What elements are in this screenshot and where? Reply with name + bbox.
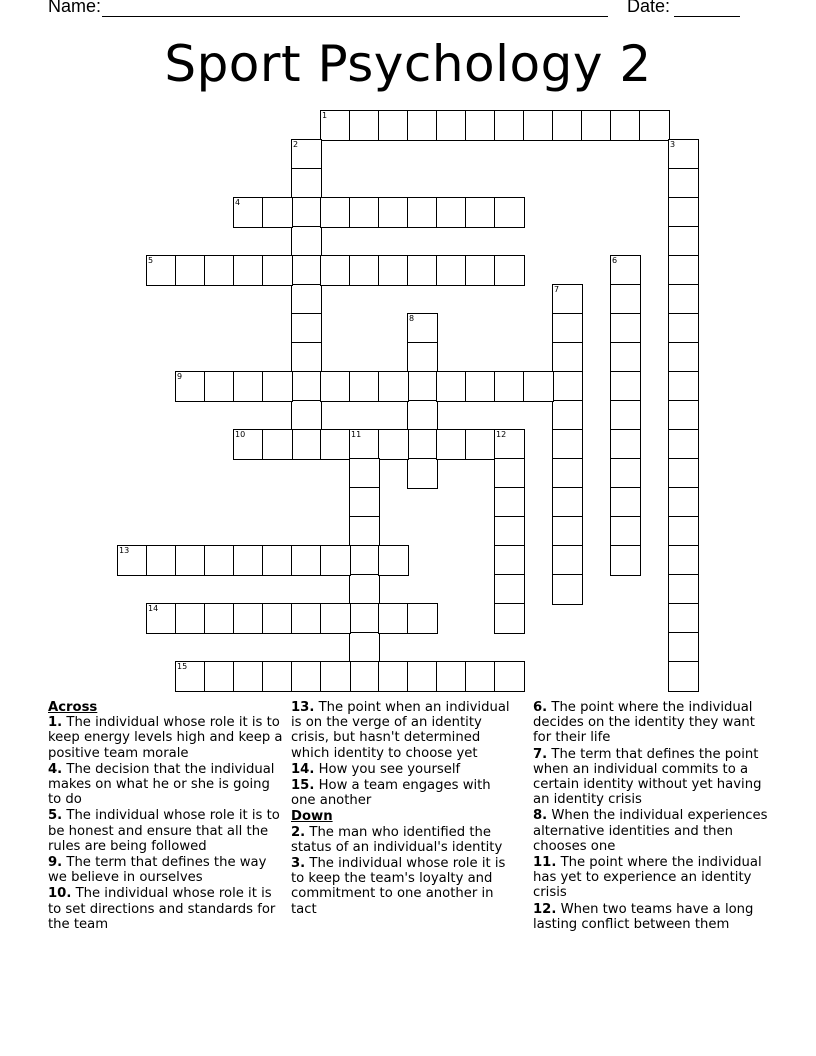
grid-cell[interactable]: [494, 661, 525, 692]
grid-cell[interactable]: [262, 603, 293, 634]
across-clue: 1. The individual whose role it is to keep energy levels high and keep a positive team morale: [48, 715, 283, 761]
date-label: Date:: [627, 0, 671, 16]
grid-cell[interactable]: [291, 197, 322, 228]
clue-number: 13: [119, 546, 130, 555]
grid-cell[interactable]: [233, 429, 264, 460]
grid-cell[interactable]: [668, 371, 699, 402]
grid-cell[interactable]: [320, 661, 351, 692]
clue-number: 3: [670, 140, 676, 149]
grid-cell[interactable]: [233, 255, 264, 286]
grid-cell[interactable]: [610, 487, 641, 518]
grid-cell[interactable]: [233, 371, 264, 402]
grid-cell[interactable]: [291, 429, 322, 460]
grid-cell[interactable]: [349, 487, 380, 518]
grid-cell[interactable]: [407, 429, 438, 460]
grid-cell[interactable]: [146, 603, 177, 634]
grid-cell[interactable]: [175, 371, 206, 402]
grid-cell[interactable]: [320, 255, 351, 286]
grid-cell[interactable]: [407, 661, 438, 692]
grid-cell[interactable]: [349, 458, 380, 489]
grid-cell[interactable]: [668, 574, 699, 605]
clue-number: 15: [177, 662, 188, 671]
grid-cell[interactable]: [465, 429, 496, 460]
grid-cell[interactable]: [262, 255, 293, 286]
grid-cell[interactable]: [465, 110, 496, 141]
grid-cell[interactable]: [378, 197, 409, 228]
grid-cell[interactable]: [494, 110, 525, 141]
across-clue: 4. The decision that the individual makes on what he or she is going to do: [48, 761, 275, 808]
grid-cell[interactable]: [146, 545, 177, 576]
grid-cell[interactable]: [262, 197, 293, 228]
grid-cell[interactable]: [291, 313, 322, 344]
grid-cell[interactable]: [552, 545, 583, 576]
grid-cell[interactable]: [204, 661, 235, 692]
grid-cell[interactable]: [320, 603, 351, 634]
clue-column-3: [533, 700, 768, 933]
grid-cell[interactable]: [494, 371, 525, 402]
grid-cell[interactable]: [291, 400, 322, 431]
grid-cell[interactable]: [320, 429, 351, 460]
grid-cell[interactable]: [465, 255, 496, 286]
grid-cell[interactable]: [668, 168, 699, 199]
grid-cell[interactable]: [668, 197, 699, 228]
grid-cell[interactable]: [494, 458, 525, 489]
down-clue: 2. The man who identified the status of an individual's identity: [291, 824, 503, 855]
across-clue: 14. How you see yourself: [291, 761, 461, 777]
grid-cell[interactable]: [349, 603, 380, 634]
grid-cell[interactable]: [494, 574, 525, 605]
grid-cell[interactable]: [668, 255, 699, 286]
grid-cell[interactable]: [291, 603, 322, 634]
grid-cell[interactable]: [436, 197, 467, 228]
grid-cell[interactable]: [117, 545, 148, 576]
grid-cell[interactable]: [668, 313, 699, 344]
grid-cell[interactable]: [668, 226, 699, 257]
grid-cell[interactable]: [146, 255, 177, 286]
grid-cell[interactable]: [668, 632, 699, 663]
down-clue: 7. The term that defines the point when an individual commits to a certain identity without yet having an identity crisis: [533, 746, 762, 808]
grid-cell[interactable]: [465, 371, 496, 402]
grid-cell[interactable]: [407, 603, 438, 634]
grid-cell[interactable]: [378, 661, 409, 692]
grid-cell[interactable]: [378, 545, 409, 576]
grid-cell[interactable]: [668, 661, 699, 692]
grid-cell[interactable]: [233, 661, 264, 692]
down-heading: Down: [291, 809, 333, 825]
grid-cell[interactable]: [552, 458, 583, 489]
grid-cell[interactable]: [233, 545, 264, 576]
grid-cell[interactable]: [175, 255, 206, 286]
grid-cell[interactable]: [494, 255, 525, 286]
grid-cell[interactable]: [291, 661, 322, 692]
grid-cell[interactable]: [407, 197, 438, 228]
grid-cell[interactable]: [668, 400, 699, 431]
grid-cell[interactable]: [552, 371, 583, 402]
grid-cell[interactable]: [204, 603, 235, 634]
across-clue: 9. The term that defines the way we believe in ourselves: [48, 855, 267, 886]
grid-cell[interactable]: [349, 516, 380, 547]
grid-cell[interactable]: [378, 110, 409, 141]
grid-cell[interactable]: [407, 255, 438, 286]
grid-cell[interactable]: [175, 545, 206, 576]
grid-cell[interactable]: [465, 661, 496, 692]
grid-cell[interactable]: [291, 168, 322, 199]
clue-number: 12: [496, 430, 507, 439]
grid-cell[interactable]: [494, 545, 525, 576]
grid-cell[interactable]: [291, 342, 322, 373]
grid-cell[interactable]: [291, 226, 322, 257]
down-clue: 11. The point where the individual has yet to experience an identity crisis: [533, 855, 762, 901]
across-clue: 10. The individual whose role it is to set directions and standards for the team: [48, 886, 276, 932]
grid-cell[interactable]: [204, 545, 235, 576]
grid-cell[interactable]: [349, 255, 380, 286]
grid-cell[interactable]: [668, 603, 699, 634]
grid-cell[interactable]: [610, 284, 641, 315]
clue-number: 11: [351, 430, 362, 439]
grid-cell[interactable]: [204, 371, 235, 402]
grid-cell[interactable]: [552, 574, 583, 605]
grid-cell[interactable]: [494, 603, 525, 634]
grid-cell[interactable]: [262, 661, 293, 692]
grid-cell[interactable]: [494, 516, 525, 547]
grid-cell[interactable]: [494, 197, 525, 228]
grid-cell[interactable]: [465, 197, 496, 228]
grid-cell[interactable]: [523, 371, 554, 402]
clue-number: 14: [148, 604, 159, 613]
grid-cell[interactable]: [581, 110, 612, 141]
grid-cell[interactable]: [349, 632, 380, 663]
grid-cell[interactable]: [523, 110, 554, 141]
grid-cell[interactable]: [262, 371, 293, 402]
grid-cell[interactable]: [639, 110, 670, 141]
grid-cell[interactable]: [262, 429, 293, 460]
grid-cell[interactable]: [349, 661, 380, 692]
clue-number: 10: [235, 430, 246, 439]
grid-cell[interactable]: [436, 255, 467, 286]
grid-cell[interactable]: [610, 371, 641, 402]
clue-number: 6: [612, 256, 618, 265]
grid-cell[interactable]: [610, 545, 641, 576]
grid-cell[interactable]: [320, 545, 351, 576]
grid-cell[interactable]: [552, 342, 583, 373]
grid-cell[interactable]: [668, 545, 699, 576]
down-clue: 3. The individual whose role it is to keep the team's loyalty and commitment to one another in tact: [291, 856, 506, 917]
grid-cell[interactable]: [610, 516, 641, 547]
across-clue: 13. The point when an individual is on the verge of an identity crisis, but hasn't determined which identity to choose yet: [291, 700, 510, 761]
down-clue: 8. When the individual experiences alternative identities and then chooses one: [533, 808, 768, 854]
grid-cell[interactable]: [552, 110, 583, 141]
grid-cell[interactable]: [436, 661, 467, 692]
grid-cell[interactable]: [349, 110, 380, 141]
grid-cell[interactable]: [552, 487, 583, 518]
grid-cell[interactable]: [320, 197, 351, 228]
grid-cell[interactable]: [668, 429, 699, 460]
grid-cell[interactable]: [233, 197, 264, 228]
grid-cell[interactable]: [610, 429, 641, 460]
grid-cell[interactable]: [552, 429, 583, 460]
across-clue: 15. How a team engages with one another: [291, 778, 491, 809]
grid-cell[interactable]: [262, 545, 293, 576]
grid-cell[interactable]: [349, 197, 380, 228]
grid-cell[interactable]: [378, 255, 409, 286]
clue-number: 5: [148, 256, 154, 265]
grid-cell[interactable]: [204, 255, 235, 286]
grid-cell[interactable]: [378, 429, 409, 460]
grid-cell[interactable]: [407, 400, 438, 431]
grid-cell[interactable]: [349, 429, 380, 460]
grid-cell[interactable]: [320, 371, 351, 402]
clue-number: 2: [293, 140, 299, 149]
grid-cell[interactable]: [407, 110, 438, 141]
grid-cell[interactable]: [668, 139, 699, 170]
grid-cell[interactable]: [320, 110, 351, 141]
clue-number: 9: [177, 372, 183, 381]
grid-cell[interactable]: [175, 603, 206, 634]
grid-cell[interactable]: [175, 661, 206, 692]
grid-cell[interactable]: [349, 545, 380, 576]
grid-cell[interactable]: [552, 400, 583, 431]
grid-cell[interactable]: [291, 284, 322, 315]
grid-cell[interactable]: [407, 342, 438, 373]
grid-cell[interactable]: [668, 458, 699, 489]
grid-cell[interactable]: [291, 545, 322, 576]
grid-cell[interactable]: [407, 458, 438, 489]
grid-cell[interactable]: [378, 371, 409, 402]
down-clue: 12. When two teams have a long lasting conflict between them: [533, 901, 754, 932]
grid-cell[interactable]: [668, 516, 699, 547]
clue-number: 8: [409, 314, 415, 323]
grid-cell[interactable]: [291, 139, 322, 170]
across-heading: Across: [48, 700, 98, 715]
grid-cell[interactable]: [436, 371, 467, 402]
grid-cell[interactable]: [610, 342, 641, 373]
across-clue: 5. The individual whose role it is to be honest and ensure that all the rules are being followed: [48, 808, 280, 854]
grid-cell[interactable]: [610, 458, 641, 489]
clue-column-1: [48, 700, 284, 933]
grid-cell[interactable]: [668, 284, 699, 315]
grid-cell[interactable]: [378, 603, 409, 634]
grid-cell[interactable]: [552, 284, 583, 315]
grid-cell[interactable]: [494, 487, 525, 518]
grid-cell[interactable]: [494, 429, 525, 460]
grid-cell[interactable]: [407, 371, 438, 402]
grid-cell[interactable]: [436, 110, 467, 141]
grid-cell[interactable]: [436, 429, 467, 460]
grid-cell[interactable]: [552, 313, 583, 344]
grid-cell[interactable]: [291, 255, 322, 286]
grid-cell[interactable]: [291, 371, 322, 402]
grid-cell[interactable]: [668, 487, 699, 518]
grid-cell[interactable]: [552, 516, 583, 547]
grid-cell[interactable]: [407, 313, 438, 344]
clue-column-2: [291, 700, 519, 918]
clue-number: 7: [554, 285, 560, 294]
grid-cell[interactable]: [610, 313, 641, 344]
name-label: Name:: [48, 0, 102, 16]
grid-cell[interactable]: [349, 574, 380, 605]
grid-cell[interactable]: [349, 371, 380, 402]
grid-cell[interactable]: [610, 400, 641, 431]
down-clue: 6. The point where the individual decides on the identity they want for their life: [533, 700, 755, 746]
grid-cell[interactable]: [668, 342, 699, 373]
page-title: Sport Psychology 2: [164, 35, 652, 93]
clue-number: 1: [322, 111, 328, 120]
grid-cell[interactable]: [233, 603, 264, 634]
grid-cell[interactable]: [610, 110, 641, 141]
clue-number: 4: [235, 198, 241, 207]
grid-cell[interactable]: [610, 255, 641, 286]
